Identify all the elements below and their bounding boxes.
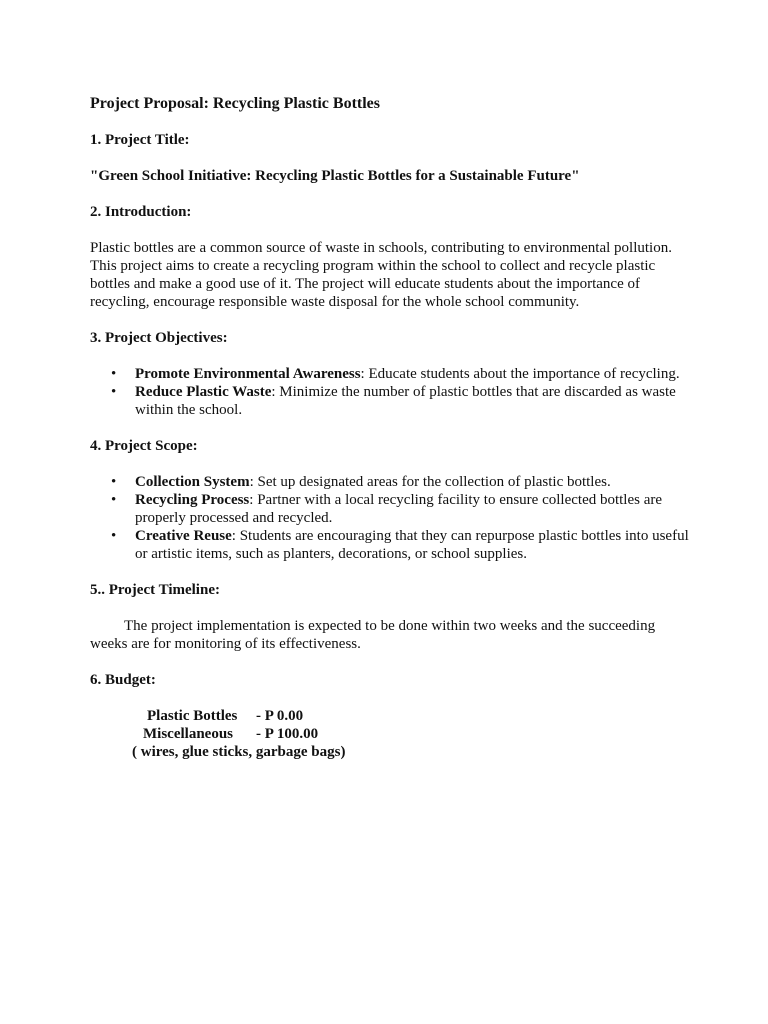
objectives-list <box>90 365 690 419</box>
bullet-icon: • <box>111 474 117 490</box>
list-item-term: Collection System <box>135 474 250 490</box>
list-item-text: : Partner with a local recycling facility to ensure collected bottles are properly processed and recycled. <box>135 492 663 526</box>
list-item <box>111 383 690 419</box>
budget-note: ( wires, glue sticks, garbage bags) <box>132 744 346 760</box>
budget-row <box>90 725 690 743</box>
introduction-paragraph: Plastic bottles are a common source of waste in schools, contributing to environmental pollution. This project aims to create a recycling program within the school to collect and recycle plastic bottles and make a good use of it. The project will educate students about the importance of recycling, encourage responsible waste disposal for the whole school community. <box>90 240 672 310</box>
list-item <box>111 365 690 383</box>
list-item <box>111 527 690 563</box>
section-heading-budget: 6. Budget: <box>90 672 156 688</box>
list-item-text: : Set up designated areas for the collection of plastic bottles. <box>249 474 611 490</box>
section-heading-timeline: 5.. Project Timeline: <box>90 582 220 598</box>
list-item-term: Reduce Plastic Waste <box>135 384 272 400</box>
section-heading-scope: 4. Project Scope: <box>90 438 198 454</box>
bullet-icon: • <box>111 528 117 544</box>
list-item-term: Promote Environmental Awareness <box>135 366 361 382</box>
scope-list <box>90 473 690 563</box>
section-heading-introduction: 2. Introduction: <box>90 204 192 220</box>
bullet-icon: • <box>111 492 117 508</box>
document-title: Project Proposal: Recycling Plastic Bottles <box>90 95 380 112</box>
budget-note-row <box>90 743 690 761</box>
list-item-term: Creative Reuse <box>135 528 232 544</box>
bullet-icon: • <box>111 366 117 382</box>
list-item <box>111 473 690 491</box>
project-title-text: "Green School Initiative: Recycling Plastic Bottles for a Sustainable Future" <box>90 168 580 184</box>
bullet-icon: • <box>111 384 117 400</box>
budget-item-amount: - P 0.00 <box>256 708 304 724</box>
section-heading-project-title: 1. Project Title: <box>90 132 190 148</box>
budget-item-amount: - P 100.00 <box>256 726 319 742</box>
list-item-term: Recycling Process <box>135 492 250 508</box>
list-item-text: : Minimize the number of plastic bottles that are discarded as waste within the school. <box>135 384 676 418</box>
document-page <box>90 94 690 761</box>
section-heading-objectives: 3. Project Objectives: <box>90 330 228 346</box>
budget-item-name: Miscellaneous <box>143 726 233 742</box>
list-item-text: : Educate students about the importance of recycling. <box>360 366 680 382</box>
budget-row <box>90 707 690 725</box>
budget-table <box>90 707 690 761</box>
timeline-paragraph: The project implementation is expected to be done within two weeks and the succeeding weeks are for monitoring of its effectiveness. <box>90 618 656 652</box>
budget-item-name: Plastic Bottles <box>147 708 238 724</box>
list-item-text: : Students are encouraging that they can repurpose plastic bottles into useful or artistic items, such as planters, decorations, or school supplies. <box>135 528 689 562</box>
list-item <box>111 491 690 527</box>
